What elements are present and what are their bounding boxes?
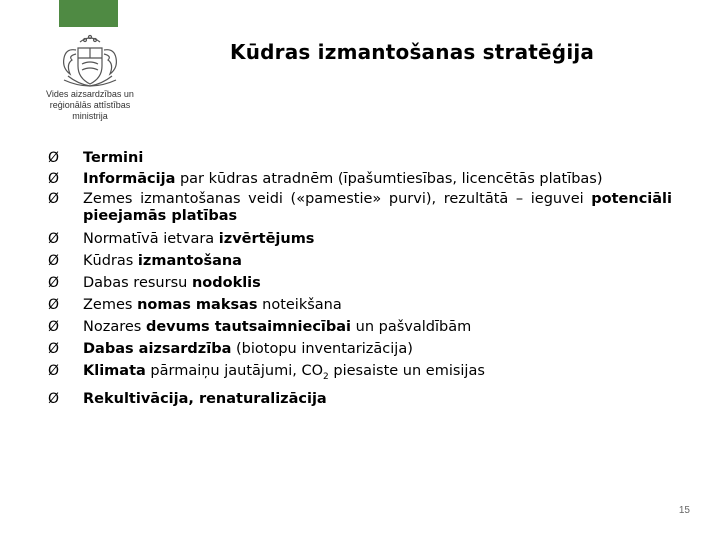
- bullet-item: [48, 360, 672, 388]
- bullet-item: [48, 147, 672, 169]
- arrow-bullet-icon: Ø: [48, 390, 60, 407]
- bullet-list: [48, 147, 672, 410]
- ministry-logo: [40, 34, 140, 124]
- bullet-text: Zemes izmantošanas veidi («pamestie» purvi), rezultātā – ieguvei: [83, 191, 592, 207]
- bullet-text-bold: Klimata: [83, 363, 146, 379]
- bullet-item: [48, 294, 672, 316]
- bullet-text-bold: nomas maksas: [137, 297, 258, 313]
- bullet-text: pārmaiņu jautājumi, CO: [145, 363, 324, 379]
- ministry-line: reģionālās attīstības: [49, 100, 131, 110]
- arrow-bullet-icon: Ø: [48, 231, 60, 247]
- arrow-bullet-icon: Ø: [48, 191, 60, 207]
- bullet-item: [48, 338, 672, 360]
- ministry-name: [40, 89, 140, 122]
- bullet-text: Zemes: [83, 297, 138, 313]
- bullet-text: un pašvaldībām: [351, 319, 472, 335]
- arrow-bullet-icon: Ø: [48, 171, 60, 187]
- bullet-text: (biotopu inventarizācija): [231, 341, 413, 357]
- bullet-item: [48, 250, 672, 272]
- bullet-text: Dabas resursu: [83, 275, 192, 291]
- bullet-text-bold: nodoklis: [191, 275, 261, 291]
- bullet-text: noteikšana: [257, 297, 342, 313]
- bullet-text-bold: Rekultivācija, renaturalizācija: [83, 390, 327, 407]
- bullet-text: Normatīvā ietvara: [83, 231, 219, 247]
- arrow-bullet-icon: Ø: [48, 253, 60, 269]
- bullet-item: [48, 191, 672, 225]
- arrow-bullet-icon: Ø: [48, 341, 60, 357]
- bullet-item: [48, 388, 672, 410]
- latvia-coat-of-arms-icon: [58, 34, 122, 88]
- brand-color-bar: [59, 0, 118, 27]
- bullet-item: [48, 272, 672, 294]
- bullet-text-bold: Termini: [83, 150, 144, 166]
- bullet-text: piesaiste un emisijas: [328, 363, 485, 379]
- bullet-item: [48, 171, 672, 188]
- bullet-text: 2: [323, 371, 329, 382]
- bullet-text-bold: izmantošana: [137, 253, 242, 269]
- bullet-text-bold: potenciāli pieejamās platības: [83, 191, 672, 224]
- bullet-item: [48, 228, 672, 250]
- bullet-text: par kūdras atradnēm (īpašumtiesības, licencētās platības): [175, 171, 603, 187]
- page-number: 15: [678, 505, 690, 516]
- bullet-text-bold: devums tautsaimniecībai: [145, 319, 352, 335]
- bullet-text-bold: izvērtējums: [218, 231, 315, 247]
- bullet-text: Nozares: [83, 319, 146, 335]
- slide-title: Kūdras izmantošanas stratēģija: [230, 40, 595, 64]
- arrow-bullet-icon: Ø: [48, 150, 60, 166]
- bullet-text: Kūdras: [83, 253, 138, 269]
- arrow-bullet-icon: Ø: [48, 363, 60, 379]
- ministry-line: Vides aizsardzības un: [46, 89, 134, 99]
- bullet-text-bold: Dabas aizsardzība: [83, 341, 232, 357]
- arrow-bullet-icon: Ø: [48, 319, 60, 335]
- arrow-bullet-icon: Ø: [48, 297, 60, 313]
- arrow-bullet-icon: Ø: [48, 275, 60, 291]
- bullet-text-bold: Informācija: [83, 171, 176, 187]
- ministry-line: ministrija: [72, 111, 108, 121]
- bullet-item: [48, 316, 672, 338]
